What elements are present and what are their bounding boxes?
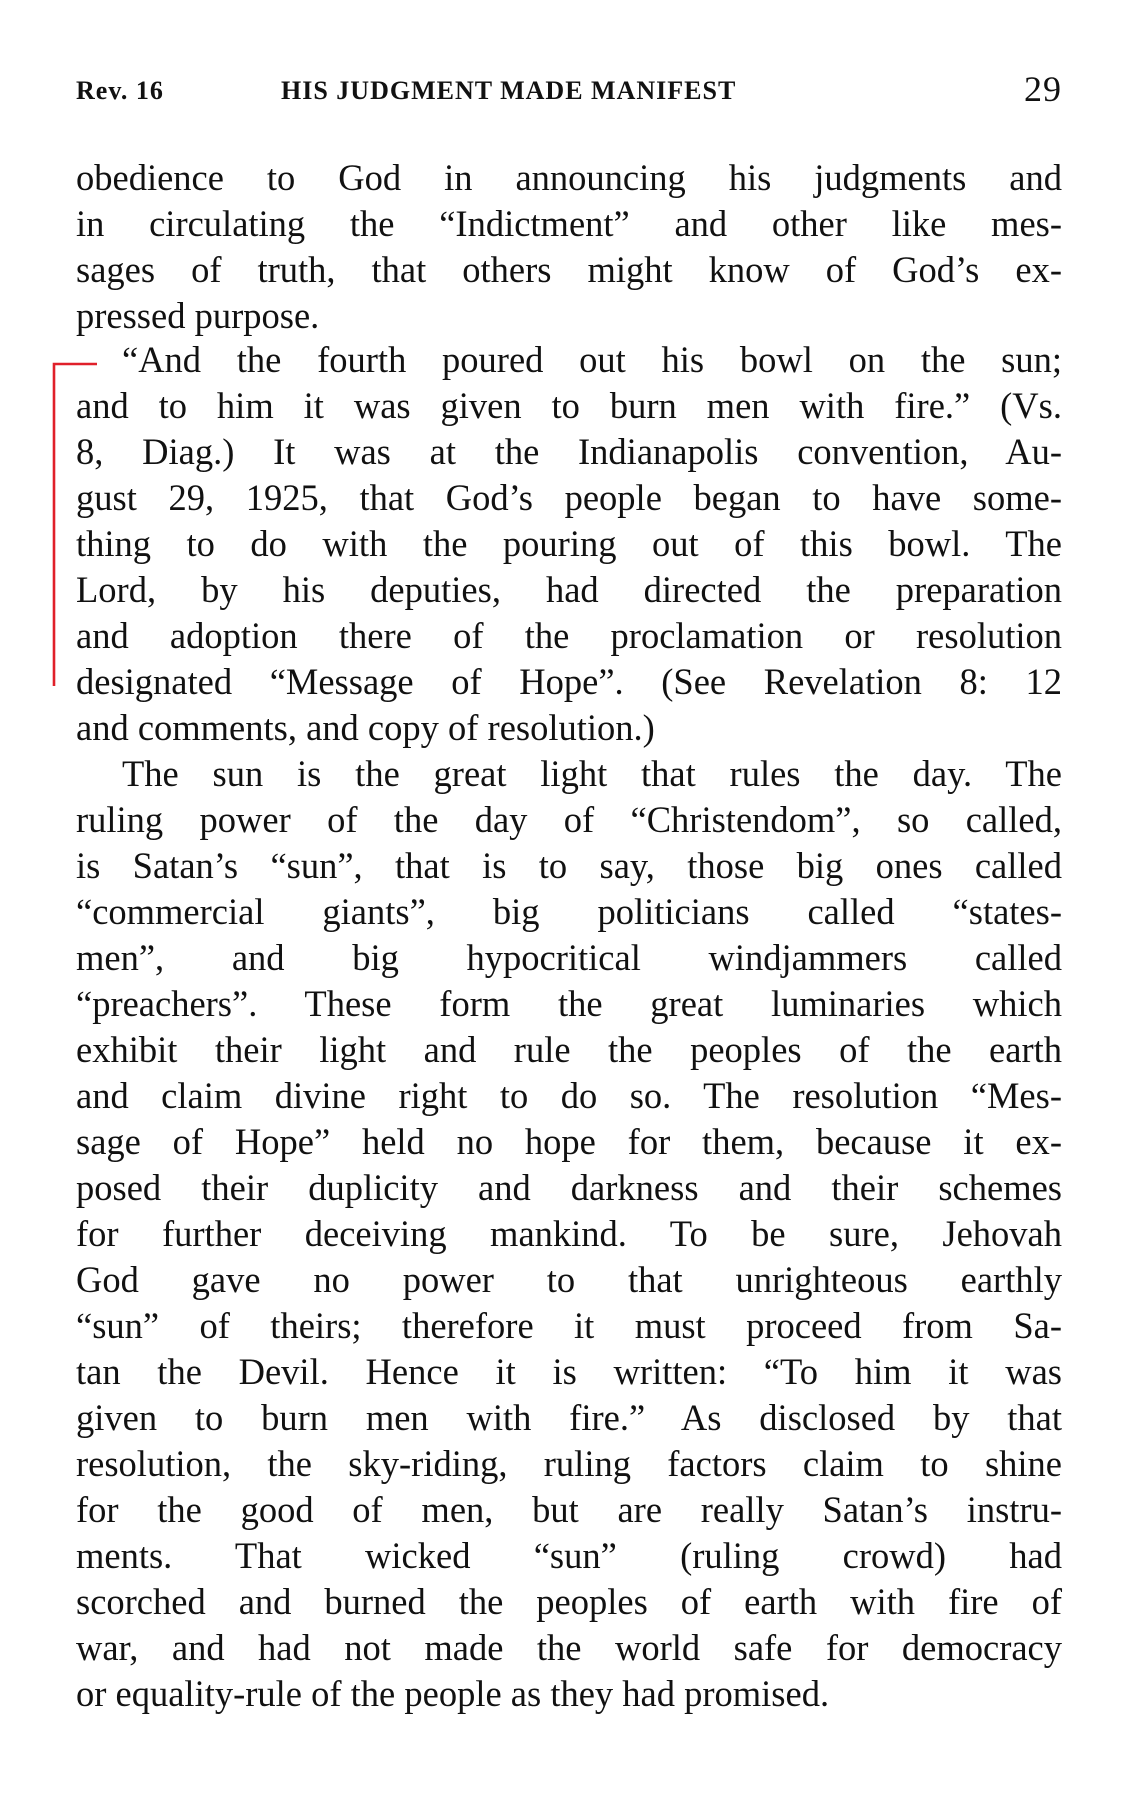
text-line: The sun is the great light that rules the day. The	[122, 753, 1062, 794]
page-number: 29	[1024, 69, 1062, 109]
text-line: thing to do with the pouring out of this bowl. The	[76, 523, 1062, 564]
text-line: and adoption there of the proclamation or resolution	[76, 615, 1062, 656]
running-header	[76, 68, 1066, 112]
text-line: for further deceiving mankind. To be sure, Jehovah	[76, 1213, 1062, 1254]
text-line: resolution, the sky-riding, ruling factors claim to shine	[76, 1443, 1062, 1484]
text-line: “And the fourth poured out his bowl on the sun;	[122, 339, 1062, 380]
text-line: war, and had not made the world safe for democracy	[76, 1627, 1062, 1668]
text-line: designated “Message of Hope”. (See Revelation 8: 12	[76, 661, 1062, 702]
text-line: ruling power of the day of “Christendom”, so called,	[76, 799, 1062, 840]
text-line: scorched and burned the peoples of earth with fire of	[76, 1581, 1062, 1622]
text-line: or equality-rule of the people as they had promised.	[76, 1673, 830, 1714]
text-line: tan the Devil. Hence it is written: “To him it was	[76, 1351, 1062, 1392]
text-line: 8, Diag.) It was at the Indianapolis convention, Au-	[76, 431, 1062, 472]
text-line: for the good of men, but are really Satan’s instru-	[76, 1489, 1062, 1530]
text-line: pressed purpose.	[76, 295, 320, 336]
text-line: and to him it was given to burn men with fire.” (Vs.	[76, 385, 1062, 426]
text-line: in circulating the “Indictment” and other like mes-	[76, 203, 1062, 244]
text-line: “sun” of theirs; therefore it must proceed from Sa-	[76, 1305, 1062, 1346]
text-line: exhibit their light and rule the peoples of the earth	[76, 1029, 1062, 1070]
text-line: men”, and big hypocritical windjammers called	[76, 937, 1062, 978]
text-line: sage of Hope” held no hope for them, because it ex-	[76, 1121, 1062, 1162]
running-title: HIS JUDGMENT MADE MANIFEST	[281, 76, 737, 105]
text-line: given to burn men with fire.” As disclosed by that	[76, 1397, 1062, 1438]
text-line: sages of truth, that others might know of God’s ex-	[76, 249, 1062, 290]
text-line: obedience to God in announcing his judgments and	[76, 157, 1062, 198]
text-line: “commercial giants”, big politicians called “states-	[76, 891, 1062, 932]
paragraph-2	[76, 337, 1062, 751]
text-line: God gave no power to that unrighteous earthly	[76, 1259, 1062, 1300]
text-line: and comments, and copy of resolution.)	[76, 707, 655, 748]
text-line: ments. That wicked “sun” (ruling crowd) had	[76, 1535, 1062, 1576]
text-line: and claim divine right to do so. The resolution “Mes-	[76, 1075, 1062, 1116]
text-line: gust 29, 1925, that God’s people began to have some-	[76, 477, 1062, 518]
text-line: posed their duplicity and darkness and their schemes	[76, 1167, 1062, 1208]
text-line: Lord, by his deputies, had directed the preparation	[76, 569, 1062, 610]
chapter-reference: Rev. 16	[76, 76, 164, 105]
text-line: is Satan’s “sun”, that is to say, those big ones called	[76, 845, 1062, 886]
text-line: “preachers”. These form the great luminaries which	[76, 983, 1062, 1024]
paragraph-3	[76, 751, 1062, 1717]
paragraph-1	[76, 155, 1062, 339]
